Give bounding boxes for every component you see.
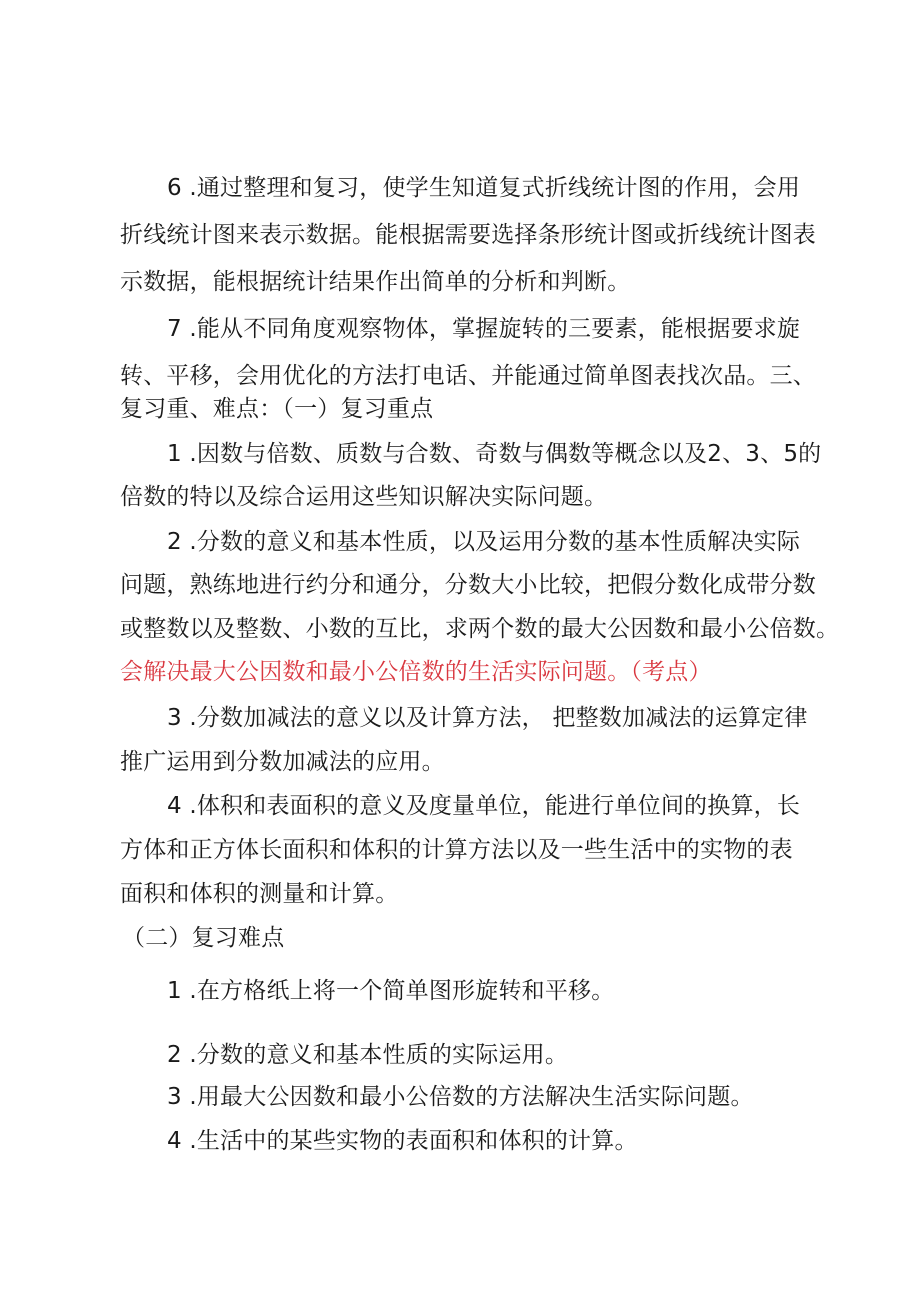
key-point-2-line-3: 或整数以及整数、小数的互比，求两个数的最大公因数和最小公倍数。 — [120, 616, 840, 642]
key-point-1-line-1: 1 .因数与倍数、质数与合数、奇数与偶数等概念以及2、3、5的 — [167, 441, 822, 467]
key-point-4-line-1: 4 .体积和表面积的意义及度量单位，能进行单位间的换算，长 — [167, 793, 801, 819]
difficulty-4: 4 .生活中的某些实物的表面积和体积的计算。 — [167, 1128, 638, 1154]
difficulty-3: 3 .用最大公因数和最小公倍数的方法解决生活实际问题。 — [167, 1084, 754, 1110]
difficulty-1: 1 .在方格纸上将一个简单图形旋转和平移。 — [167, 978, 615, 1004]
key-point-4-line-3: 面积和体积的测量和计算。 — [120, 881, 399, 907]
key-point-1-line-2: 倍数的特以及综合运用这些知识解决实际问题。 — [120, 484, 608, 510]
section-heading-key-points: 复习重、难点：（一）复习重点 — [120, 396, 434, 422]
key-point-2-exam-note: 会解决最大公因数和最小公倍数的生活实际问题。（考点） — [120, 659, 712, 685]
item-6-line-2: 折线统计图来表示数据。能根据需要选择条形统计图或折线统计图表 — [120, 222, 816, 248]
difficulty-2: 2 .分数的意义和基本性质的实际运用。 — [167, 1042, 569, 1068]
section-heading-difficulties: （二）复习难点 — [122, 925, 285, 951]
key-point-2-line-2: 问题，熟练地进行约分和通分，分数大小比较，把假分数化成带分数 — [120, 572, 816, 598]
key-point-3-line-1: 3 .分数加减法的意义以及计算方法， 把整数加减法的运算定律 — [167, 705, 808, 731]
key-point-4-line-2: 方体和正方体长面积和体积的计算方法以及一些生活中的实物的表 — [120, 837, 793, 863]
key-point-2-line-1: 2 .分数的意义和基本性质，以及运用分数的基本性质解决实际 — [167, 529, 801, 555]
item-6-line-3: 示数据，能根据统计结果作出简单的分析和判断。 — [120, 269, 631, 295]
item-7-line-2: 转、平移，会用优化的方法打电话、并能通过简单图表找次品。三、 — [120, 363, 816, 389]
item-7-line-1: 7 .能从不同角度观察物体，掌握旋转的三要素，能根据要求旋 — [167, 316, 801, 342]
item-6-line-1: 6 .通过整理和复习，使学生知道复式折线统计图的作用，会用 — [167, 175, 801, 201]
key-point-3-line-2: 推广运用到分数加减法的应用。 — [120, 749, 445, 775]
